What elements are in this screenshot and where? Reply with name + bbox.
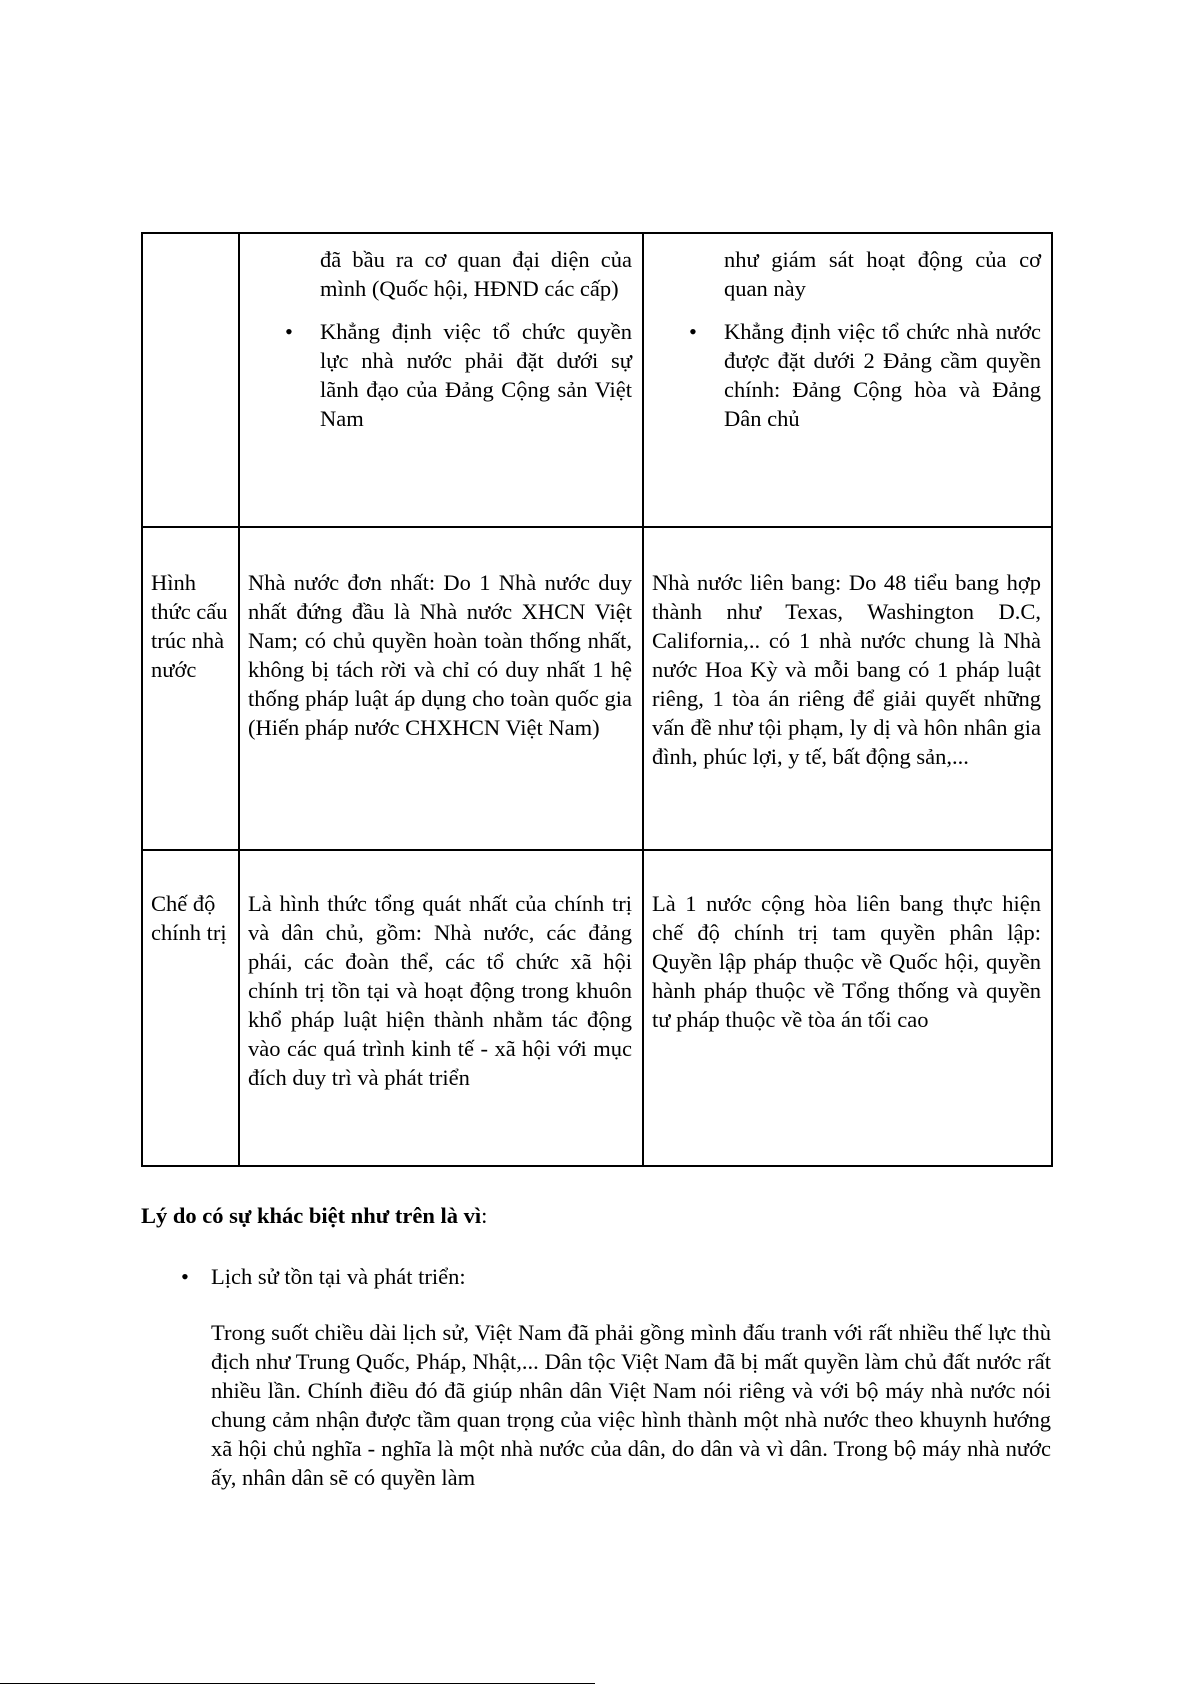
table-row — [142, 233, 1052, 527]
table-row — [142, 850, 1052, 1166]
row1-usa-bullet-list — [654, 317, 1041, 433]
reason-paragraph: Trong suốt chiều dài lịch sử, Việt Nam đã phải gồng mình đấu tranh với rất nhiều thế lực thù địch như Trung Quốc, Pháp, Nhật,... Dân tộc Việt Nam đã bị mất quyền làm chủ đất nước rất nhiều lần. Chính điều đó đã giúp nhân dân Việt Nam nói riêng và với bộ máy nhà nước nói chung cảm nhận được tầm quan trọng của việc hình thành một nhà nước theo khuynh hướng xã hội chủ nghĩa - nghĩa là một nhà nước của dân, do dân và vì dân. Trong bộ máy nhà nước ấy, nhân dân sẽ có quyền làm — [211, 1320, 1051, 1490]
row1-usa-bullet: • Khẳng định việc tổ chức nhà nước được đặt dưới 2 Đảng cầm quyền chính: Đảng Cộng hòa và Đảng Dân chủ — [724, 317, 1041, 433]
row1-usa-cell — [643, 233, 1052, 527]
row1-label-cell — [142, 233, 239, 527]
row1-vietnam-cell — [239, 233, 643, 527]
reason-bullet-text: Lịch sử tồn tại và phát triển: — [211, 1264, 466, 1289]
row1-vietnam-bullet: • Khẳng định việc tổ chức quyền lực nhà nước phải đặt dưới sự lãnh đạo của Đảng Cộng sản Việt Nam — [320, 317, 632, 433]
row1-vietnam-bullet-list — [250, 317, 632, 433]
row1-vietnam-continuation: đã bầu ra cơ quan đại diện của mình (Quốc hội, HĐND các cấp) — [320, 247, 632, 301]
row3-vietnam-cell: Là hình thức tổng quát nhất của chính trị và dân chủ, gồm: Nhà nước, các đảng phái, các đoàn thể, các tổ chức xã hội chính trị tồn tại và hoạt động trong khuôn khổ pháp luật hiện thành nhằm tác động vào các quá trình kinh tế - xã hội với mục đích duy trì và phát triển — [239, 850, 643, 1166]
reason-heading-colon: : — [481, 1203, 488, 1228]
row2-usa-cell: Nhà nước liên bang: Do 48 tiểu bang hợp thành như Texas, Washington D.C, California,.. có 1 nhà nước chung là Nhà nước Hoa Kỳ và mỗi bang có 1 pháp luật riêng, 1 tòa án riêng để giải quyết những vấn đề như tội phạm, ly dị và hôn nhân gia đình, phúc lợi, y tế, bất động sản,... — [643, 527, 1052, 850]
bullet-dot-icon: • — [181, 1264, 189, 1289]
footer-rule — [0, 1683, 595, 1684]
row2-label-cell: Hình thức cấu trúc nhà nước — [142, 527, 239, 850]
comparison-table — [141, 232, 1053, 1167]
row3-usa-cell: Là 1 nước cộng hòa liên bang thực hiện chế độ chính trị tam quyền phân lập: Quyền lập pháp thuộc về Quốc hội, quyền hành pháp thuộc về Tổng thống và quyền tư pháp thuộc về tòa án tối cao — [643, 850, 1052, 1166]
row3-label-cell: Chế độ chính trị — [142, 850, 239, 1166]
row1-usa-continuation: như giám sát hoạt động của cơ quan này — [724, 247, 1041, 301]
table-row — [142, 527, 1052, 850]
reason-heading-text: Lý do có sự khác biệt như trên là vì — [141, 1203, 482, 1228]
row2-vietnam-cell: Nhà nước đơn nhất: Do 1 Nhà nước duy nhất đứng đầu là Nhà nước XHCN Việt Nam; có chủ quyền hoàn toàn thống nhất, không bị tách rời và chỉ có duy nhất 1 hệ thống pháp luật áp dụng cho toàn quốc gia (Hiến pháp nước CHXHCN Việt Nam) — [239, 527, 643, 850]
reason-heading — [141, 1203, 487, 1229]
